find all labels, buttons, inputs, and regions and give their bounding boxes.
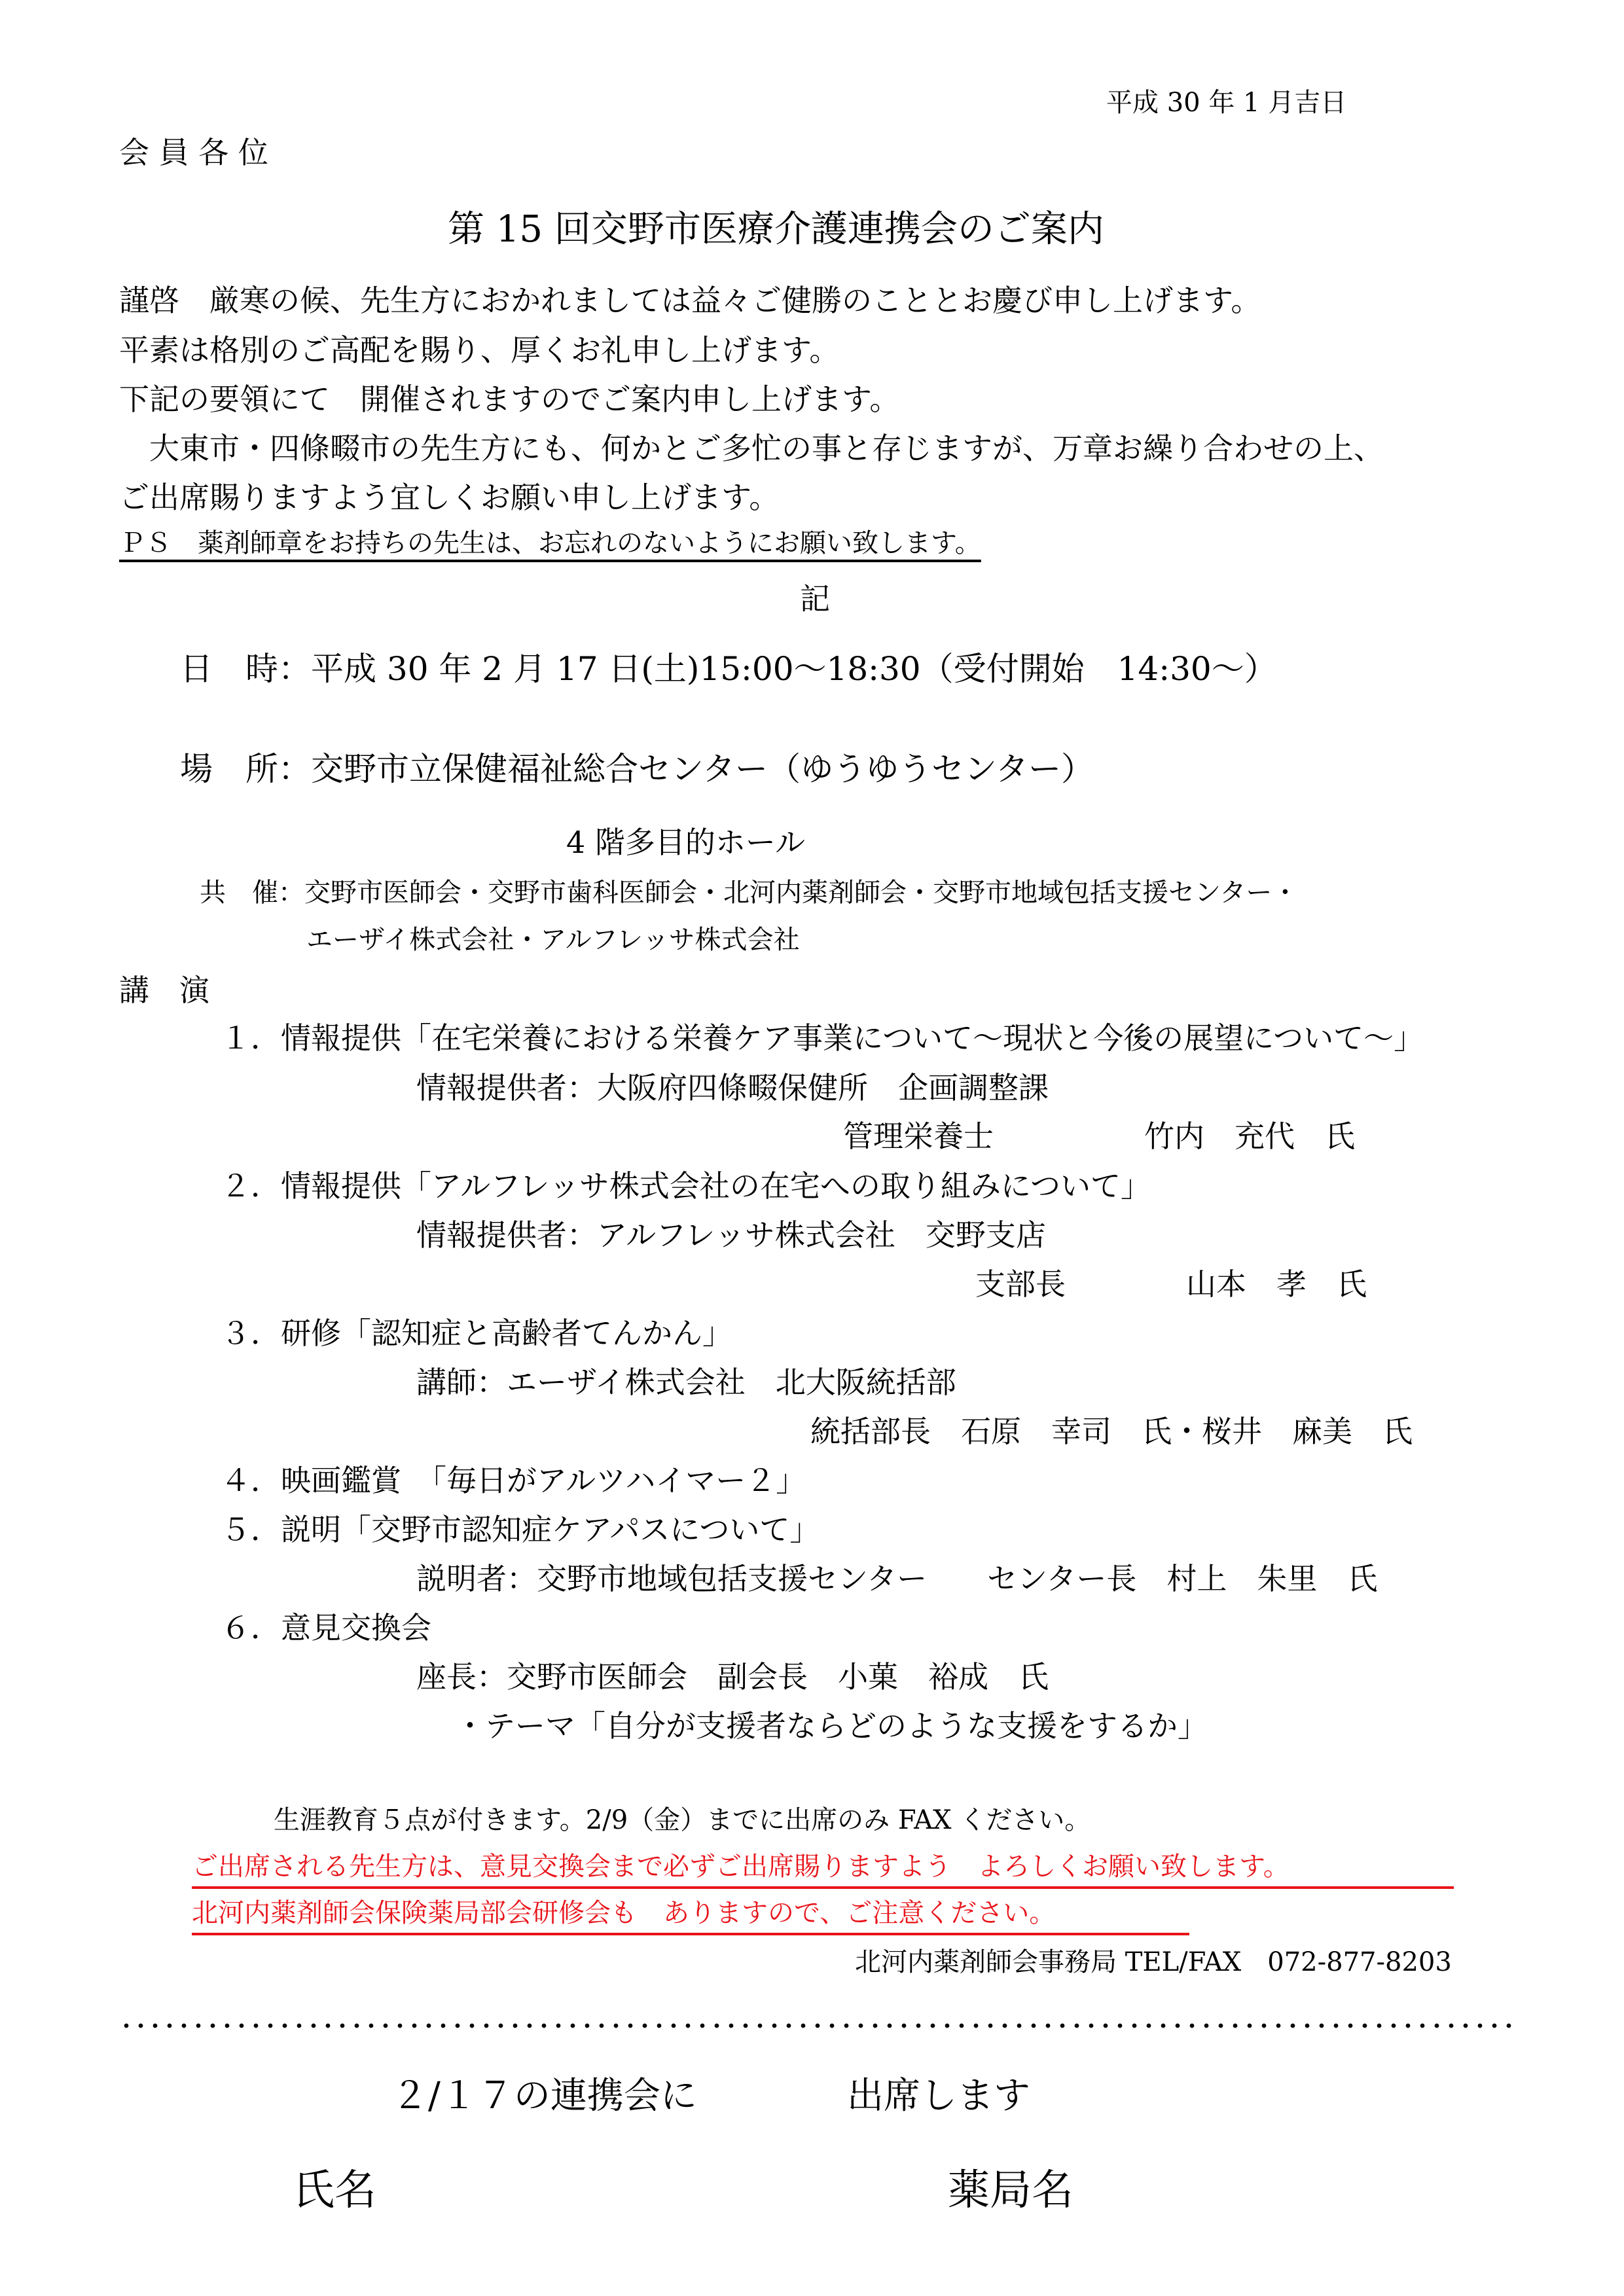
name-label: 氏名 (293, 2166, 376, 2215)
pharmacy-label: 薬局名 (948, 2166, 1074, 2215)
page-title: 第 15 回交野市医療介護連携会のご案内 (448, 208, 1104, 251)
lecture-2-speaker: 支部長 山本 孝 氏 (975, 1266, 1367, 1302)
reply-attend-line: ２/１７の連携会に (391, 2075, 697, 2117)
reply-attend-word[interactable]: 出席します (847, 2075, 1030, 2117)
greeting-line-5: ご出席賜りますよう宜しくお願い申し上げます。 (119, 480, 780, 515)
issue-date: 平成 30 年 1 月吉日 (1106, 88, 1347, 118)
lecture-6-theme: ・テーマ「自分が支援者ならどのような支援をするか」 (455, 1708, 1208, 1744)
greeting-line-3: 下記の要領にて 開催されますのでご案内申し上げます。 (119, 382, 900, 417)
lecture-2-presenter: 情報提供者：アルフレッサ株式会社 交野支店 (416, 1217, 1046, 1253)
cut-line (119, 2023, 1520, 2028)
lecture-6-title: ６．意見交換会 (221, 1610, 431, 1645)
contact-info: 北河内薬剤師会事務局 TEL/FAX 072-877-8203 (855, 1947, 1452, 1977)
lecture-1-presenter: 情報提供者：大阪府四條畷保健所 企画調整課 (416, 1070, 1049, 1105)
attendance-warning: ご出席される先生方は、意見交換会まで必ずご出席賜りますよう よろしくお願い致します。 (192, 1852, 1290, 1882)
event-place-sub: 4 階多目的ホール (566, 825, 805, 860)
addressee: 会 員 各 位 (119, 135, 268, 170)
lecture-3-speakers: 統括部長 石原 幸司 氏・桜井 麻美 氏 (810, 1414, 1413, 1449)
lecture-1-title: １．情報提供「在宅栄養における栄養ケア事業について～現状と今後の展望について～」 (221, 1020, 1424, 1056)
greeting-line-4: 大東市・四條畷市の先生方にも、何かとご多忙の事と存じますが、万章お繰り合わせの上、 (119, 431, 1384, 466)
training-warning: 北河内薬剤師会保険薬局部会研修会も ありますので、ご注意ください。 (192, 1898, 1056, 1928)
event-datetime: 日 時：平成 30 年 2 月 17 日(土)15:00～18:30（受付開始 14:30～） (180, 650, 1277, 688)
credits-note: 生涯教育５点が付きます。2/9（金）までに出席のみ FAX ください。 (274, 1805, 1091, 1835)
cohost-line-2: エーザイ株式会社・アルフレッサ株式会社 (306, 925, 800, 955)
greeting-line-1: 謹啓 厳寒の候、先生方におかれましては益々ご健勝のこととお慶び申し上げます。 (119, 283, 1261, 318)
lecture-1-speaker: 管理栄養士 竹内 充代 氏 (843, 1119, 1355, 1154)
lecture-3-title: ３．研修「認知症と高齢者てんかん」 (221, 1316, 732, 1351)
lecture-5-title: ５．説明「交野市認知症ケアパスについて」 (221, 1512, 820, 1547)
event-place: 場 所：交野市立保健福祉総合センター（ゆうゆうセンター） (180, 750, 1094, 788)
lecture-3-presenter: 講師：エーザイ株式会社 北大阪統括部 (416, 1365, 956, 1400)
lectures-heading: 講 演 (119, 973, 209, 1008)
lecture-4-title: ４．映画鑑賞 「毎日がアルツハイマー２」 (221, 1463, 806, 1498)
lecture-6-chair: 座長：交野市医師会 副会長 小菓 裕成 氏 (416, 1659, 1049, 1695)
lecture-2-title: ２．情報提供「アルフレッサ株式会社の在宅への取り組みについて」 (221, 1168, 1151, 1204)
training-warning-underline (192, 1933, 1189, 1935)
ps-note: ＰＳ 薬剤師章をお持ちの先生は、お忘れのないようにお願い致します。 (119, 528, 981, 558)
ki-mark: 記 (800, 581, 830, 617)
lecture-5-presenter: 説明者：交野市地域包括支援センター センター長 村上 朱里 氏 (416, 1561, 1378, 1596)
greeting-line-2: 平素は格別のご高配を賜り、厚くお礼申し上げます。 (119, 332, 840, 368)
cohost-line-1: 共 催：交野市医師会・交野市歯科医師会・北河内薬剤師会・交野市地域包括支援センター・ (200, 878, 1299, 908)
attendance-warning-underline (192, 1886, 1454, 1889)
